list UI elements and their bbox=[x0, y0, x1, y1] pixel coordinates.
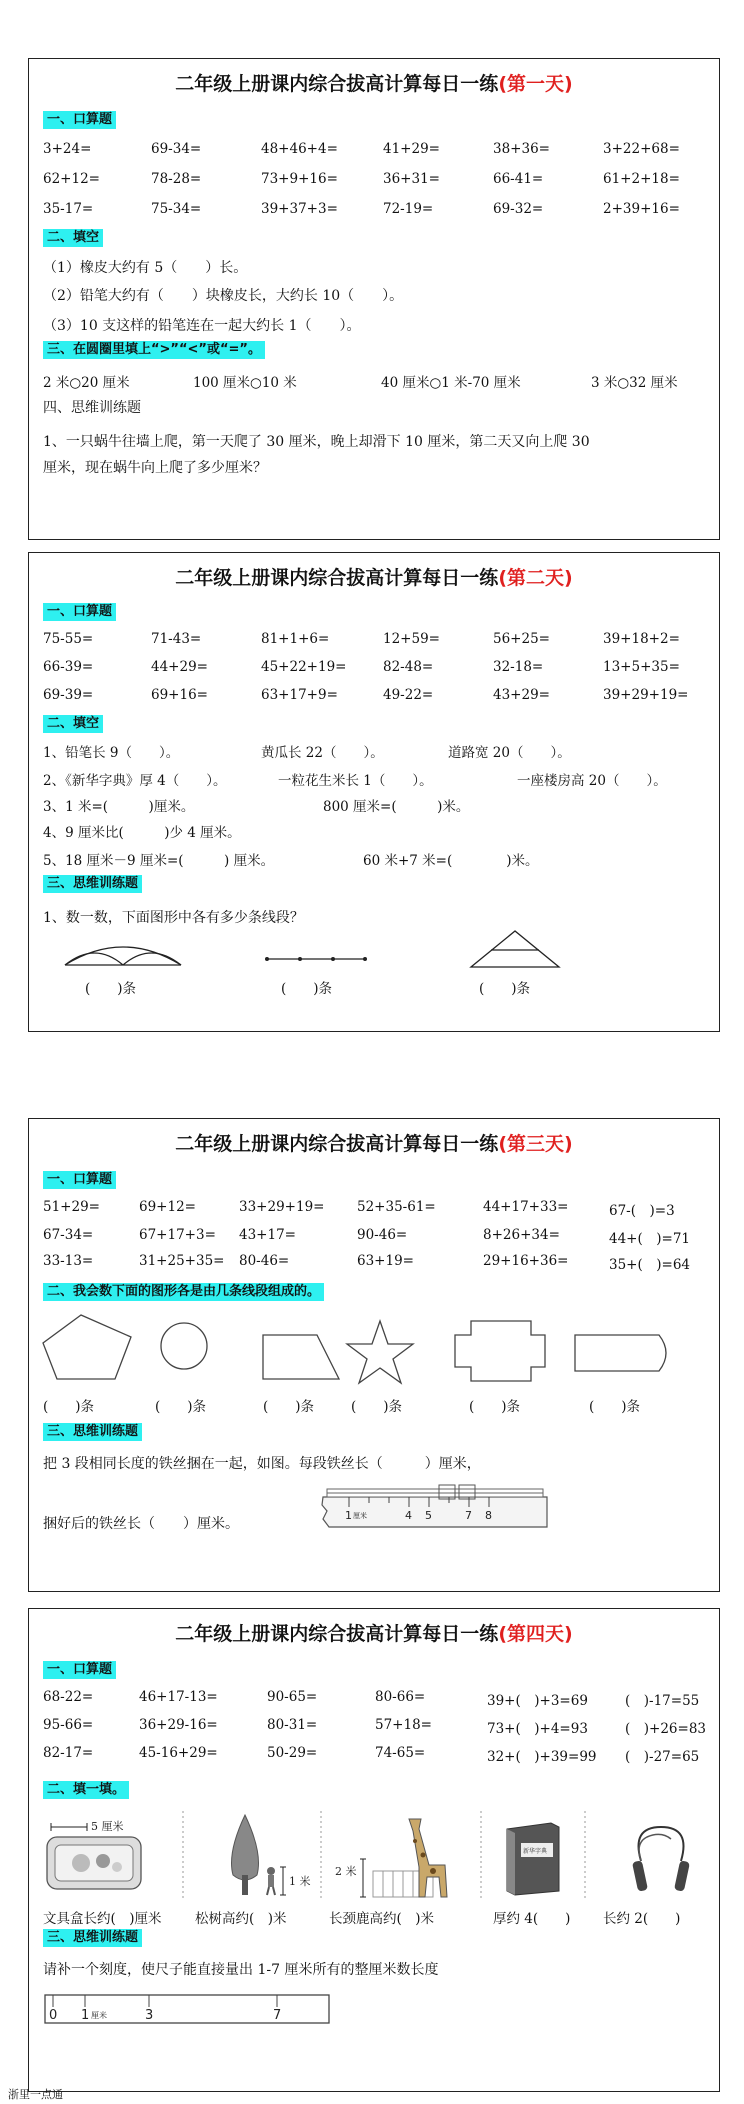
day4-label-1m: 1 米 bbox=[289, 1875, 311, 1888]
day4-calc-row: 82-17= 45-16+29= 50-29= 74-65= 32+( )+39=99 ( )-27=65 bbox=[43, 1745, 700, 1765]
day2-calc-row: 69-39= 69+16= 63+17+9= 49-22= 43+29= 39+29+19= bbox=[43, 687, 689, 703]
day3-text-1: 把 3 段相同长度的铁丝捆在一起，如图。每段铁丝长（ ）厘米， bbox=[43, 1456, 481, 1472]
day4-caption: 长颈鹿高约( )米 bbox=[329, 1911, 435, 1927]
day4-book-label: 新华字典 bbox=[523, 1848, 548, 1855]
day4-ruler bbox=[43, 1993, 331, 2027]
day2-fill-row: 1、铅笔长 9（ ）。 黄瓜长 22（ ）。 道路宽 20（ ）。 bbox=[43, 745, 571, 761]
day4-question: 请补一个刻度，使尺子能直接量出 1-7 厘米所有的整厘米数长度 bbox=[43, 1962, 439, 1978]
day3-title: 二年级上册课内综合拔高计算每日一练(第三天) bbox=[175, 1133, 573, 1155]
dictionary-icon bbox=[499, 1819, 569, 1897]
day2-card bbox=[28, 552, 720, 1032]
day3-ruler-tick: 8 bbox=[485, 1509, 492, 1522]
day3-calc-row: 51+29= 69+12= 33+29+19= 52+35-61= 44+17+33= 67-( )=3 bbox=[43, 1199, 675, 1219]
day3-shape-trapezoid bbox=[261, 1333, 341, 1381]
day2-figure-points bbox=[265, 953, 367, 965]
day4-caption: 长约 2( ) bbox=[603, 1911, 681, 1927]
day4-calc-row: 95-66= 36+29-16= 80-31= 57+18= 73+( )+4=93 ( )+26=83 bbox=[43, 1717, 707, 1737]
day4-title: 二年级上册课内综合拔高计算每日一练(第四天) bbox=[175, 1623, 573, 1645]
day3-calc-row: 67-34= 67+17+3= 43+17= 90-46= 8+26+34= 44+( )=71 bbox=[43, 1227, 691, 1247]
day2-section-calc: 一、口算题 bbox=[43, 603, 116, 621]
day3-caption: ( )条 bbox=[469, 1399, 521, 1415]
day3-calc-row: 33-13= 31+25+35= 80-46= 63+19= 29+16+36= 35+( )=64 bbox=[43, 1253, 691, 1273]
day3-ruler-tick: 7 bbox=[465, 1509, 472, 1522]
day4-calc-row: 68-22= 46+17-13= 90-65= 80-66= 39+( )+3=69 ( )-17=55 bbox=[43, 1689, 700, 1709]
day3-section-shapes: 二、我会数下面的图形各是由几条线段组成的。 bbox=[43, 1283, 324, 1301]
day2-calc-row: 66-39= 44+29= 45+22+19= 82-48= 32-18= 13+5+35= bbox=[43, 659, 680, 675]
day4-day-label: (第四天) bbox=[498, 1623, 573, 1645]
day1-compare-row: 2 米○20 厘米 100 厘米○10 米 40 厘米○1 米-70 厘米 3 米○32 厘米 bbox=[43, 375, 678, 391]
giraffe-icon bbox=[333, 1809, 473, 1901]
tree-icon bbox=[223, 1809, 319, 1899]
day1-calc-row: 35-17= 75-34= 39+37+3= 72-19= 69-32= 2+39+16= bbox=[43, 201, 680, 217]
day4-ruler-tick: 0 bbox=[49, 2008, 58, 2023]
day4-section-thinking: 三、思维训练题 bbox=[43, 1929, 142, 1947]
day1-calc-row: 3+24= 69-34= 48+46+4= 41+29= 38+36= 3+22+68= bbox=[43, 141, 680, 157]
day1-calc-row: 62+12= 78-28= 73+9+16= 36+31= 66-41= 61+2+18= bbox=[43, 171, 680, 187]
day1-section-compare: 三、在圆圈里填上“>”“<”或“=”。 bbox=[43, 341, 265, 359]
day3-caption: ( )条 bbox=[589, 1399, 641, 1415]
day3-ruler-tick: 1 bbox=[345, 1509, 352, 1522]
day2-section-thinking: 三、思维训练题 bbox=[43, 875, 142, 893]
day3-ruler-tick: 4 bbox=[405, 1509, 412, 1522]
day3-caption: ( )条 bbox=[263, 1399, 315, 1415]
footer-brand: 浙里一点通 bbox=[8, 2088, 63, 2101]
day4-section-fill: 二、填一填。 bbox=[43, 1781, 129, 1799]
day3-section-thinking: 三、思维训练题 bbox=[43, 1423, 142, 1441]
day1-thinking-line: 1、一只蜗牛往墙上爬，第一天爬了 30 厘米，晚上却滑下 10 厘米，第二天又向上爬 30 bbox=[43, 434, 590, 450]
day3-shape-tag bbox=[573, 1333, 675, 1373]
day1-title: 二年级上册课内综合拔高计算每日一练(第一天) bbox=[175, 73, 573, 95]
day3-shape-pentagon bbox=[41, 1313, 133, 1381]
day1-thinking-line: 厘米，现在蜗牛向上爬了多少厘米？ bbox=[43, 460, 267, 476]
day1-section-thinking: 四、思维训练题 bbox=[43, 400, 141, 416]
day2-fill-row: 2、《新华字典》厚 4（ ）。 一粒花生米长 1（ ）。 一座楼房高 20（ ）。 bbox=[43, 773, 667, 789]
day3-caption: ( )条 bbox=[43, 1399, 95, 1415]
day1-card bbox=[28, 58, 720, 540]
day3-ruler-tick: 5 bbox=[425, 1509, 432, 1522]
day2-question: 1、数一数，下面图形中各有多少条线段？ bbox=[43, 910, 304, 926]
day4-caption: 松树高约( )米 bbox=[195, 1911, 287, 1927]
day2-caption: ( )条 bbox=[281, 981, 333, 997]
day2-fill-row: 5、18 厘米－9 厘米=( ) 厘米。 60 米+7 米=( )米。 bbox=[43, 853, 539, 869]
day1-fill-line: （3）10 支这样的铅笔连在一起大约长 1（ ）。 bbox=[43, 318, 361, 334]
day2-figure-arcs bbox=[63, 937, 183, 967]
day3-card bbox=[28, 1118, 720, 1592]
day4-card bbox=[28, 1608, 720, 2092]
day2-fill-row: 3、1 米=( )厘米。 800 厘米=( )米。 bbox=[43, 799, 470, 815]
day3-caption: ( )条 bbox=[155, 1399, 207, 1415]
day3-shape-cross bbox=[453, 1319, 547, 1383]
day3-ruler-unit: 厘米 bbox=[353, 1512, 367, 1520]
day2-fill-row: 4、9 厘米比( )少 4 厘米。 bbox=[43, 825, 241, 841]
day2-day-label: (第二天) bbox=[498, 567, 573, 589]
day2-calc-row: 75-55= 71-43= 81+1+6= 12+59= 56+25= 39+18+2= bbox=[43, 631, 680, 647]
day3-ruler bbox=[319, 1483, 551, 1533]
pencil-case-icon bbox=[41, 1813, 147, 1893]
day2-caption: ( )条 bbox=[85, 981, 137, 997]
day1-fill-line: （1）橡皮大约有 5（ ）长。 bbox=[43, 260, 248, 276]
day4-ruler-tick: 1 bbox=[81, 2008, 90, 2023]
day2-figure-triangle bbox=[469, 929, 561, 969]
day3-shape-circle bbox=[159, 1321, 209, 1371]
day3-caption: ( )条 bbox=[351, 1399, 403, 1415]
day1-section-calc: 一、口算题 bbox=[43, 111, 116, 129]
day3-text-2: 捆好后的铁丝长（ ）厘米。 bbox=[43, 1516, 239, 1532]
day3-section-calc: 一、口算题 bbox=[43, 1171, 116, 1189]
day1-day-label: (第一天) bbox=[498, 73, 573, 95]
day1-section-fill: 二、填空 bbox=[43, 229, 103, 247]
day4-ruler-tick: 3 bbox=[145, 2008, 154, 2023]
day4-ruler-unit: 厘米 bbox=[91, 2011, 107, 2020]
day1-fill-line: （2）铅笔大约有（ ）块橡皮长，大约长 10（ ）。 bbox=[43, 288, 404, 304]
day2-section-fill: 二、填空 bbox=[43, 715, 103, 733]
day4-caption: 文具盒长约( )厘米 bbox=[43, 1911, 162, 1927]
day4-label-2m: 2 米 bbox=[335, 1865, 357, 1878]
day2-caption: ( )条 bbox=[479, 981, 531, 997]
day4-section-calc: 一、口算题 bbox=[43, 1661, 116, 1679]
day4-caption: 厚约 4( ) bbox=[493, 1911, 571, 1927]
day3-shape-star bbox=[345, 1319, 415, 1385]
day2-title: 二年级上册课内综合拔高计算每日一练(第二天) bbox=[175, 567, 573, 589]
day4-ruler-tick: 7 bbox=[273, 2008, 282, 2023]
jump-rope-icon bbox=[621, 1821, 701, 1897]
day3-day-label: (第三天) bbox=[498, 1133, 573, 1155]
day4-label-5cm: 5 厘米 bbox=[91, 1820, 124, 1833]
